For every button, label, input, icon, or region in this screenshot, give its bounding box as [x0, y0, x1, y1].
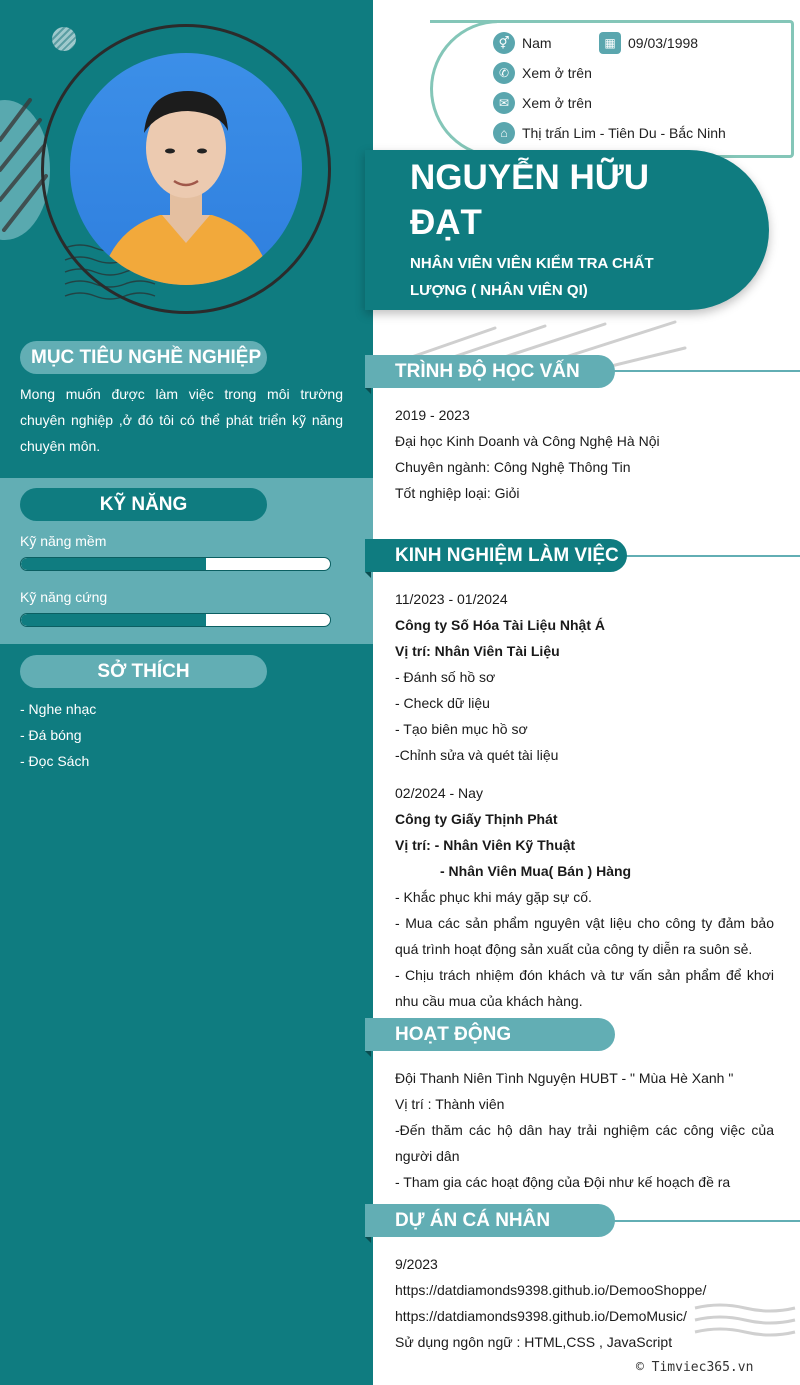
skill-label: Kỹ năng mềm	[20, 533, 107, 549]
activity-org: Đội Thanh Niên Tình Nguyện HUBT - " Mùa Hè Xanh "	[395, 1070, 734, 1086]
gender-icon: ⚥	[493, 32, 515, 54]
calendar-icon: ▦	[599, 32, 621, 54]
contact-gender	[493, 32, 552, 54]
dob-value: 09/03/1998	[628, 35, 699, 51]
job-duty: -Chỉnh sửa và quét tài liệu	[395, 747, 559, 763]
job-duty: - Khắc phục khi máy gặp sự cố.	[395, 889, 592, 905]
title-line: LƯỢNG ( NHÂN VIÊN QI)	[410, 282, 588, 299]
job-title	[410, 250, 690, 304]
experience-heading: KINH NGHIỆM LÀM VIỆC	[365, 539, 627, 572]
education-heading: TRÌNH ĐỘ HỌC VẤN	[365, 355, 615, 388]
avatar	[70, 53, 302, 285]
activities-heading: HOẠT ĐỘNG	[365, 1018, 615, 1051]
project-date: 9/2023	[395, 1256, 438, 1272]
experience-content	[395, 586, 774, 1014]
education-major: Chuyên ngành: Công Nghệ Thông Tin	[395, 459, 631, 475]
skill-bar	[20, 557, 331, 571]
contact-address	[493, 122, 726, 144]
objective-text: Mong muốn được làm việc trong môi trường chuyên nghiệp ,ở đó tôi có thể phát triển kỹ năng chuyên môn.	[20, 386, 343, 454]
skill-bar	[20, 613, 331, 627]
project-link[interactable]: https://datdiamonds9398.github.io/DemooShoppe/	[395, 1282, 707, 1298]
full-name	[410, 155, 710, 245]
job-period: 02/2024 - Nay	[395, 785, 483, 801]
gender-value: Nam	[522, 35, 552, 51]
job-duty: - Chịu trách nhiệm đón khách và tư vấn sản phẩm để khơi nhu cầu mua của khách hàng.	[395, 967, 774, 1009]
home-icon: ⌂	[493, 122, 515, 144]
projects-heading: DỰ ÁN CÁ NHÂN	[365, 1204, 615, 1237]
contact-phone	[493, 62, 592, 84]
title-line: NHÂN VIÊN VIÊN KIỂM TRA CHẤT	[410, 255, 654, 272]
credit-watermark: © Timviec365.vn	[636, 1360, 754, 1375]
hobbies-heading: SỞ THÍCH	[20, 655, 267, 688]
skill-bar-fill	[21, 614, 206, 626]
job-period: 11/2023 - 01/2024	[395, 591, 508, 607]
project-tech: Sử dụng ngôn ngữ : HTML,CSS , JavaScript	[395, 1334, 673, 1350]
skill-label: Kỹ năng cứng	[20, 589, 108, 605]
name-line: ĐẠT	[410, 203, 482, 242]
job-position-secondary: - Nhân Viên Mua( Bán ) Hàng	[440, 863, 632, 879]
hobby-item: - Đá bóng	[20, 727, 82, 743]
hobby-item: - Đọc Sách	[20, 753, 90, 769]
activity-item: - Tham gia các hoạt động của Đội như kế hoạch đề ra	[395, 1174, 731, 1190]
job-duty: - Check dữ liệu	[395, 695, 490, 711]
objective-heading: MỤC TIÊU NGHỀ NGHIỆP	[20, 341, 267, 374]
activity-item: -Đến thăm các hộ dân hay trải nghiệm các công việc của người dân	[395, 1122, 774, 1164]
hobby-item: - Nghe nhạc	[20, 701, 97, 717]
job-position: Vị trí: Nhân Viên Tài Liệu	[395, 643, 560, 659]
phone-icon: ✆	[493, 62, 515, 84]
skill-bar-fill	[21, 558, 206, 570]
phone-value: Xem ở trên	[522, 65, 592, 81]
hobbies-list	[20, 696, 96, 774]
education-content	[395, 402, 774, 506]
education-period: 2019 - 2023	[395, 407, 470, 423]
email-value: Xem ở trên	[522, 95, 592, 111]
job-duty: - Đánh số hồ sơ	[395, 669, 496, 685]
education-grade: Tốt nghiệp loại: Giỏi	[395, 485, 520, 501]
contact-dob	[599, 32, 698, 54]
address-value: Thị trấn Lim - Tiên Du - Bắc Ninh	[522, 125, 726, 141]
contact-email	[493, 92, 592, 114]
name-line: NGUYỄN HỮU	[410, 158, 650, 197]
job-duty: - Mua các sản phẩm nguyên vật liệu cho công ty đảm bảo quá trình hoạt động sản xuất của công ty diễn ra suôn sẻ.	[395, 915, 774, 957]
decorative-hatched-dot	[52, 27, 76, 51]
decorative-brush-corner	[690, 1296, 800, 1346]
job-duty: - Tạo biên mục hồ sơ	[395, 721, 528, 737]
activity-role: Vị trí : Thành viên	[395, 1096, 505, 1112]
job-position: Vị trí: - Nhân Viên Kỹ Thuật	[395, 837, 576, 853]
skills-heading: KỸ NĂNG	[20, 488, 267, 521]
job-company: Công ty Số Hóa Tài Liệu Nhật Á	[395, 617, 606, 633]
job-company: Công ty Giấy Thịnh Phát	[395, 811, 558, 827]
project-link[interactable]: https://datdiamonds9398.github.io/DemoMusic/	[395, 1308, 687, 1324]
activities-content	[395, 1065, 774, 1195]
education-school: Đại học Kinh Doanh và Công Nghệ Hà Nội	[395, 433, 660, 449]
email-icon: ✉	[493, 92, 515, 114]
